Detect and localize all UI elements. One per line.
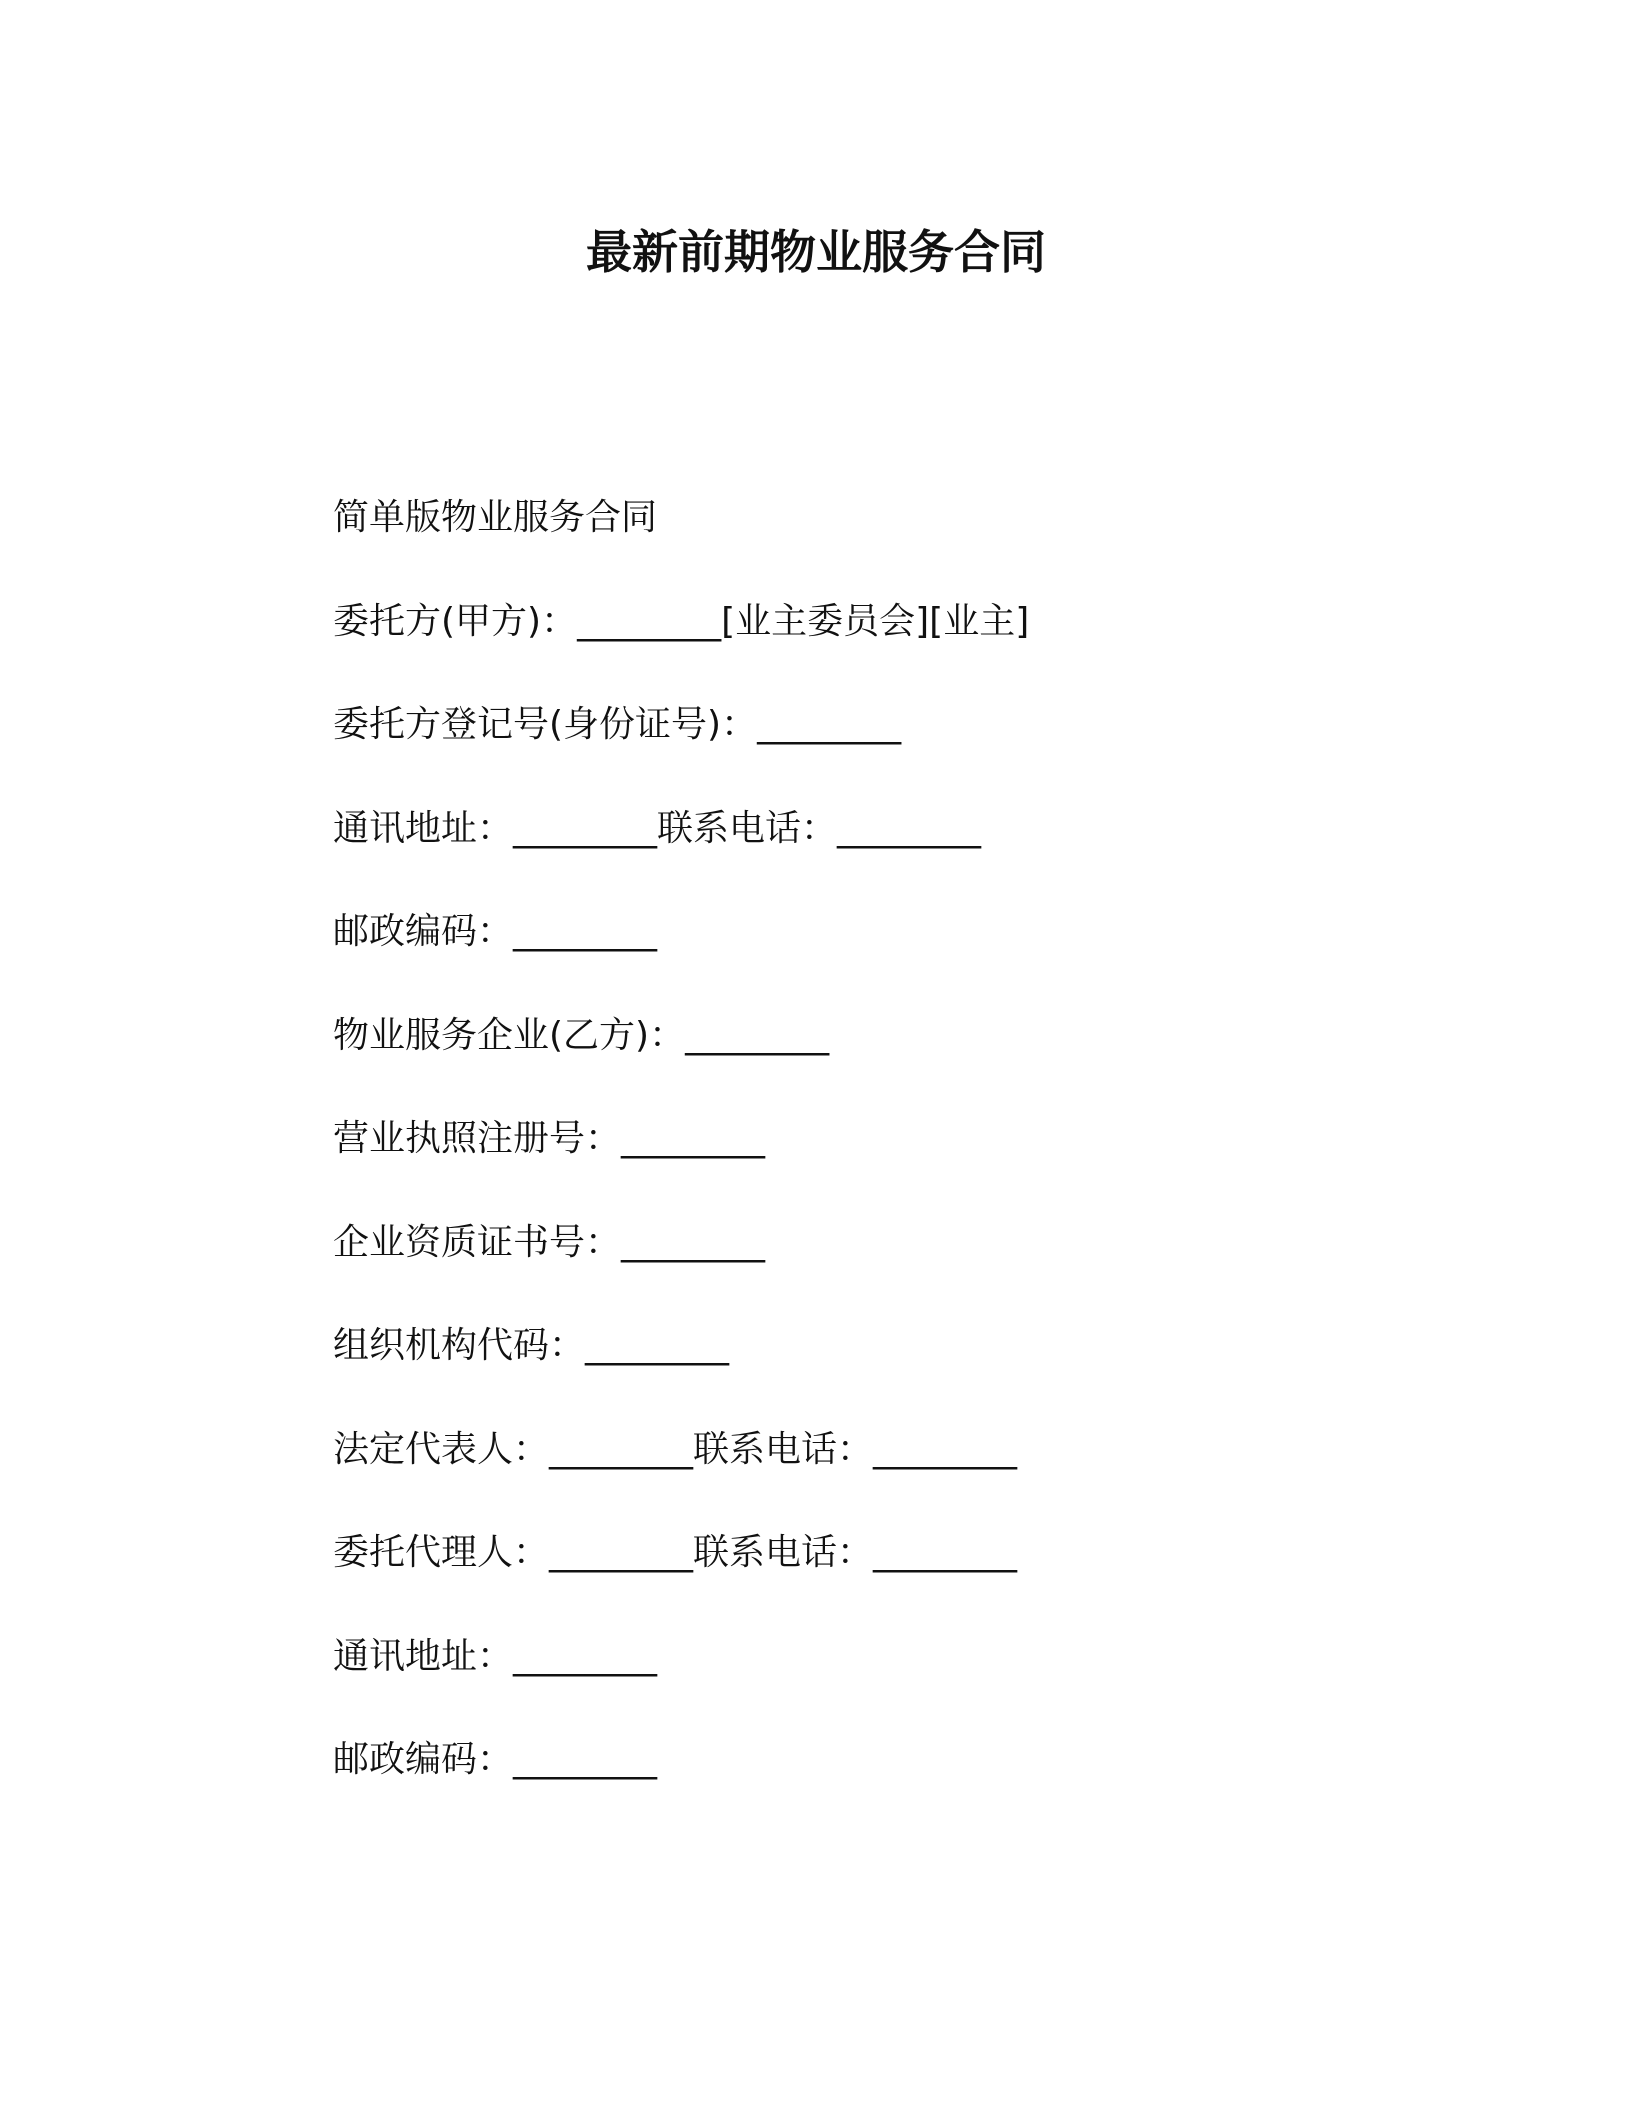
party-a-address-phone-line: 通讯地址：________联系电话：________ xyxy=(333,807,982,849)
party-b-address-line: 通讯地址：________ xyxy=(333,1635,658,1677)
party-a-line: 委托方(甲方)：________[业主委员会][业主] xyxy=(333,600,1030,642)
document-title: 最新前期物业服务合同 xyxy=(586,225,1046,279)
authorized-agent-line: 委托代理人：________联系电话：________ xyxy=(333,1532,1018,1573)
contract-subtitle: 简单版物业服务合同 xyxy=(333,497,658,538)
document-body xyxy=(333,492,1433,1838)
business-license-line: 营业执照注册号：________ xyxy=(333,1118,766,1159)
legal-representative-line: 法定代表人：________联系电话：________ xyxy=(333,1428,1018,1470)
party-a-id-line: 委托方登记号(身份证号)：________ xyxy=(333,704,902,745)
party-b-postcode-line: 邮政编码：________ xyxy=(333,1739,658,1780)
qualification-certificate-line: 企业资质证书号：________ xyxy=(333,1221,766,1263)
party-a-postcode-line: 邮政编码：________ xyxy=(333,911,658,952)
organization-code-line: 组织机构代码：________ xyxy=(333,1325,730,1366)
party-b-line: 物业服务企业(乙方)：________ xyxy=(333,1014,830,1056)
